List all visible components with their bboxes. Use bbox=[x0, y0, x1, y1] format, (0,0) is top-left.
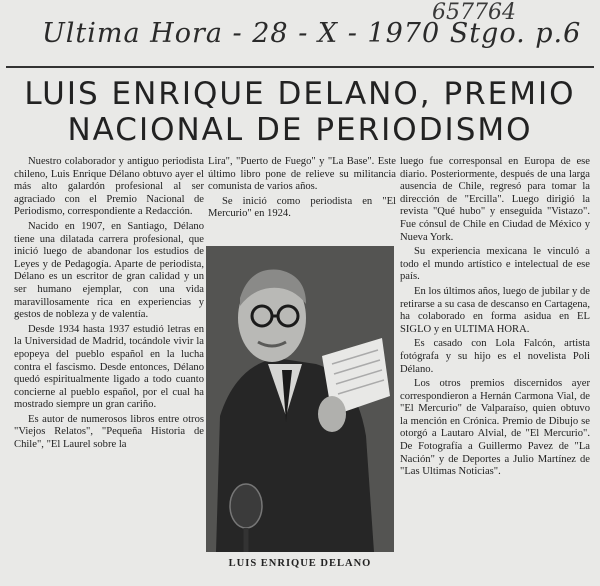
paragraph: Los otros premios discernidos ayer correspondieron a Hernán Carmona Vial, de "El Mercurio" de Valparaíso, quien obtuvo la mención en Crónica. Premio de Dibujo se otorgó a Lautaro Alvial, de "El Mercurio". De Fotografía a Guillermo Pavez de "La Nación" y de Deportes a Julio Martínez de "Las Ultimas Noticias". bbox=[400, 378, 590, 478]
paragraph: En los últimos años, luego de jubilar y de retirarse a su casa de descanso en Cartagena, ha colaborado en forma asidua en EL SIGLO y en ULTIMA HORA. bbox=[400, 285, 590, 335]
paragraph: Desde 1934 hasta 1937 estudió letras en la Universidad de Madrid, tocándole vivir la epopeya del pueblo español en la lucha contra el fascismo. Desde entonces, Délano quedó espiritualmente ligado a todo cuanto concierne al pueblo español, por el cual ha mostrado siempre un gran cariño. bbox=[14, 323, 204, 411]
headline bbox=[0, 76, 600, 148]
paragraph: Nuestro colaborador y antiguo periodista chileno, Luis Enrique Délano obtuvo ayer el más alto galardón profesional al ser agraciado con el Premio Nacional de Periodismo, correspondiente a Redacción. bbox=[14, 156, 204, 218]
paragraph: luego fue corresponsal en Europa de ese diario. Posteriormente, después de una larga ausencia de Chile, regresó para tomar la dirección de "Ercilla". Luego dirigió la revista "Qué hubo" y enseguida "Vistazo". Fue cónsul de Chile en Ciudad de México y Nueva York. bbox=[400, 156, 590, 243]
paragraph: Nacido en 1907, en Santiago, Délano tiene una dilatada carrera profesional, que inició luego de abandonar los estudios de Leyes y de Pedagogía. Aparte de periodista, Délano es un escritor de gran calidad y un ser humano ejemplar, con una vida maravillosamente rica en experiencias y gestos de nobleza y de valentía. bbox=[14, 220, 204, 321]
paragraph: Se inició como periodista en "El Mercurio" en 1924. bbox=[208, 195, 396, 220]
column-3 bbox=[400, 156, 590, 586]
archive-number: 657764 bbox=[432, 0, 516, 25]
paragraph: Es autor de numerosos libros entre otros "Viejos Relatos", "Pequeña Historia de Chile", "El Laurel sobre la bbox=[14, 413, 204, 451]
paragraph: Su experiencia mexicana le vinculó a todo el mundo artístico e intelectual de ese país. bbox=[400, 246, 590, 283]
headline-line-2: NACIONAL DE PERIODISMO bbox=[67, 112, 533, 148]
handwritten-source-note: Ultima Hora - 28 - X - 1970 Stgo. p.6 bbox=[42, 18, 582, 49]
column-1 bbox=[14, 156, 204, 586]
column-2 bbox=[208, 156, 396, 242]
paragraph: Es casado con Lola Falcón, artista fotógrafa y su hijo es el novelista Poli Délano. bbox=[400, 338, 590, 375]
photo-caption: LUIS ENRIQUE DELANO bbox=[228, 558, 372, 569]
portrait-photo bbox=[206, 246, 394, 552]
paragraph: Lira", "Puerto de Fuego" y "La Base". Este último libro pone de relieve su militancia comunista de varios años. bbox=[208, 156, 396, 193]
top-rule bbox=[6, 66, 594, 68]
headline-line-1: LUIS ENRIQUE DELANO, PREMIO bbox=[24, 76, 576, 112]
